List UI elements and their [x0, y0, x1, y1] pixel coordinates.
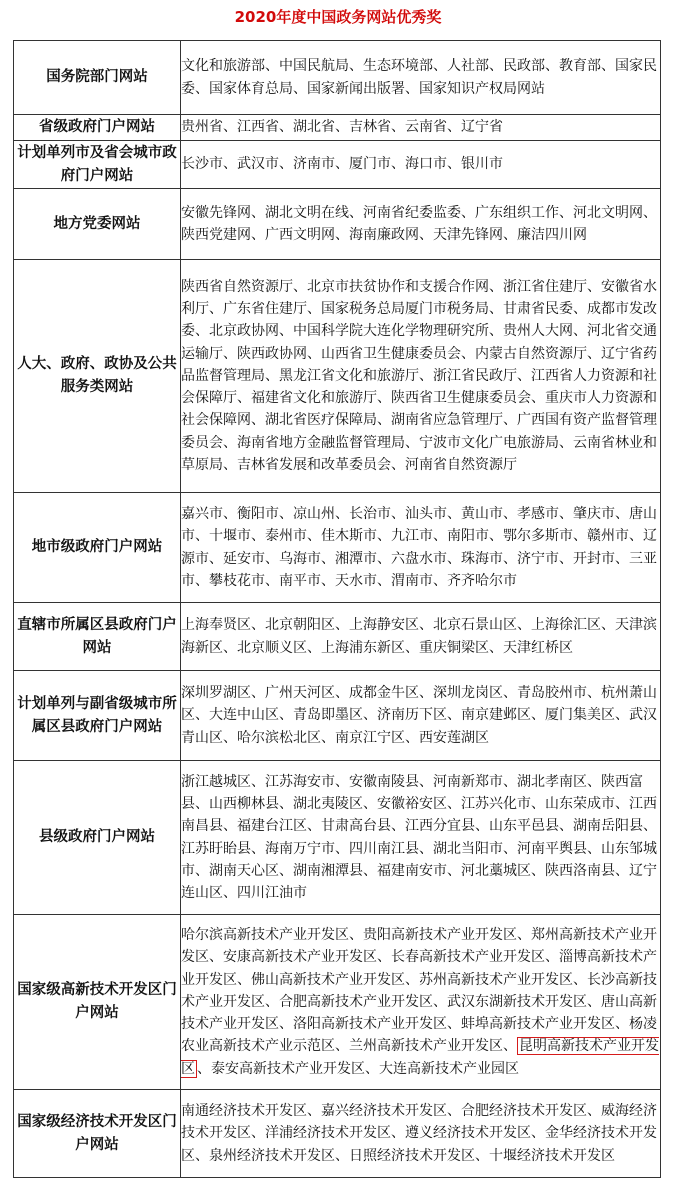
table-row	[14, 915, 661, 1090]
winners-cell: 深圳罗湖区、广州天河区、成都金牛区、深圳龙岗区、青岛胶州市、杭州萧山区、大连中山区、青岛即墨区、济南历下区、南京建邺区、厦门集美区、武汉青山区、哈尔滨松北区、南京江宁区、西安莲湖区	[181, 671, 661, 761]
table-row	[14, 761, 661, 915]
table-row	[14, 1090, 661, 1178]
table-row	[14, 141, 661, 189]
page-title: 2020年度中国政务网站优秀奖	[234, 8, 442, 26]
winners-cell: 长沙市、武汉市、济南市、厦门市、海口市、银川市	[181, 141, 661, 189]
winners-cell: 浙江越城区、江苏海安市、安徽南陵县、河南新郑市、湖北孝南区、陕西富县、山西柳林县、湖北夷陵区、安徽裕安区、江苏兴化市、山东荣成市、江西南昌县、福建台江区、甘肃高台县、江西分宜县、山东平邑县、湖南岳阳县、江苏盱眙县、海南万宁市、四川南江县、湖北当阳市、河南平舆县、山东邹城市、湖南天心区、湖南湘潭县、福建南安市、河北藁城区、陕西洛南县、辽宁连山区、四川江油市	[181, 761, 661, 915]
category-cell: 人大、政府、政协及公共服务类网站	[14, 260, 181, 493]
category-cell: 地市级政府门户网站	[14, 493, 181, 603]
winners-cell: 陕西省自然资源厅、北京市扶贫协作和支援合作网、浙江省住建厅、安徽省水利厅、广东省住建厅、国家税务总局厦门市税务局、甘肃省民委、成都市发改委、北京政协网、中国科学院大连化学物理研究所、贵州人大网、河北省交通运输厅、陕西政协网、山西省卫生健康委员会、内蒙古自然资源厅、辽宁省药品监督管理局、黑龙江省文化和旅游厅、浙江省民政厅、江西省人力资源和社会保障厅、福建省文化和旅游厅、陕西省卫生健康委员会、重庆市人力资源和社会保障网、湖北省医疗保障局、湖南省应急管理厅、广西国有资产监督管理委员会、海南省地方金融监督管理局、宁波市文化广电旅游局、云南省林业和草原局、吉林省发展和改革委员会、河南省自然资源厅	[181, 260, 661, 493]
winners-cell: 贵州省、江西省、湖北省、吉林省、云南省、辽宁省	[181, 115, 661, 141]
category-cell: 国家级高新技术开发区门户网站	[14, 915, 181, 1090]
highlighted-winner: 昆明高新技术产业开发区	[181, 1038, 659, 1077]
table-row	[14, 189, 661, 260]
category-cell: 地方党委网站	[14, 189, 181, 260]
winners-cell: 上海奉贤区、北京朝阳区、上海静安区、北京石景山区、上海徐汇区、天津滨海新区、北京顺义区、上海浦东新区、重庆铜梁区、天津红桥区	[181, 603, 661, 671]
category-cell: 直辖市所属区县政府门户网站	[14, 603, 181, 671]
awards-table	[13, 40, 661, 1178]
table-row	[14, 603, 661, 671]
table-row	[14, 671, 661, 761]
category-cell: 县级政府门户网站	[14, 761, 181, 915]
winners-cell	[181, 915, 661, 1090]
category-cell: 省级政府门户网站	[14, 115, 181, 141]
winners-cell: 南通经济技术开发区、嘉兴经济技术开发区、合肥经济技术开发区、威海经济技术开发区、洋浦经济技术开发区、遵义经济技术开发区、金华经济技术开发区、泉州经济技术开发区、日照经济技术开发区、十堰经济技术开发区	[181, 1090, 661, 1178]
winners-cell: 文化和旅游部、中国民航局、生态环境部、人社部、民政部、教育部、国家民委、国家体育总局、国家新闻出版署、国家知识产权局网站	[181, 41, 661, 115]
winners-cell: 安徽先锋网、湖北文明在线、河南省纪委监委、广东组织工作、河北文明网、陕西党建网、广西文明网、海南廉政网、天津先锋网、廉洁四川网	[181, 189, 661, 260]
winners-text: 哈尔滨高新技术产业开发区、贵阳高新技术产业开发区、郑州高新技术产业开发区、安康高新技术产业开发区、长春高新技术产业开发区、淄博高新技术产业开发区、佛山高新技术产业开发区、苏州高新技术产业开发区、长沙高新技术产业开发区、合肥高新技术产业开发区、武汉东湖新技术开发区、唐山高新技术产业开发区、洛阳高新技术产业开发区、蚌埠高新技术产业开发区、杨凌农业高新技术产业示范区、兰州高新技术产业开发区、	[181, 927, 657, 1055]
table-row	[14, 260, 661, 493]
winners-cell: 嘉兴市、衡阳市、凉山州、长治市、汕头市、黄山市、孝感市、肇庆市、唐山市、十堰市、泰州市、佳木斯市、九江市、南阳市、鄂尔多斯市、赣州市、辽源市、延安市、乌海市、湘潭市、六盘水市、珠海市、济宁市、开封市、三亚市、攀枝花市、南平市、天水市、渭南市、齐齐哈尔市	[181, 493, 661, 603]
category-cell: 计划单列与副省级城市所属区县政府门户网站	[14, 671, 181, 761]
table-row	[14, 41, 661, 115]
category-cell: 国家级经济技术开发区门户网站	[14, 1090, 181, 1178]
category-cell: 国务院部门网站	[14, 41, 181, 115]
table-row	[14, 493, 661, 603]
winners-text: 、泰安高新技术产业开发区、大连高新技术产业园区	[197, 1060, 519, 1077]
table-row	[14, 115, 661, 141]
category-cell: 计划单列市及省会城市政府门户网站	[14, 141, 181, 189]
